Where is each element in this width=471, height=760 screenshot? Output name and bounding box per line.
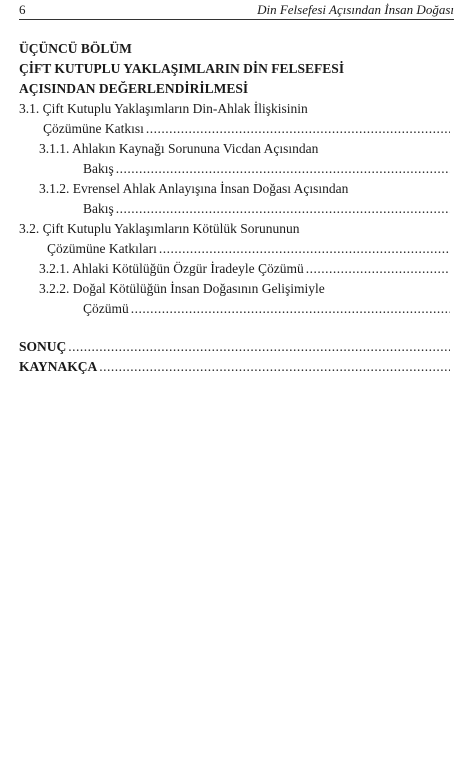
toc-entry-bibliography[interactable] [19,357,450,376]
toc-entry-text: Bakış [83,201,114,216]
toc-entry-text: KAYNAKÇA [19,359,98,374]
toc-entry-text: Çözümüne Katkısı [43,121,144,136]
toc-entry-3-1-2-line-1[interactable] [39,179,348,198]
running-title: Din Felsefesi Açısından İnsan Doğası [257,2,454,17]
part-heading: ÜÇÜNCÜ BÖLÜM [19,41,132,56]
toc-entry-text: SONUÇ [19,339,67,354]
part-title-line-1: ÇİFT KUTUPLU YAKLAŞIMLARIN DİN FELSEFESİ [19,61,345,76]
toc-entry-3-2-1[interactable] [39,259,450,278]
running-header [19,2,454,20]
toc-entry-text: Çözümü [83,301,129,316]
toc-entry-text: 3.1.2. Evrensel Ahlak Anlayışına İnsan Doğası Açısından [39,181,349,196]
toc-entry-3-2-2-line-1[interactable] [39,279,325,298]
toc-entry-text: Çözümüne Katkıları [47,241,157,256]
toc-entry-conclusion[interactable] [19,337,450,356]
toc-entry-3-1-1-line-1[interactable] [39,139,318,158]
toc-entry-3-2-line-2[interactable] [47,239,450,258]
toc-entry-text: 3.1.1. Ahlakın Kaynağı Sorununa Vicdan Açısından [39,141,319,156]
page-number: 6 [19,2,26,17]
dot-leader [306,259,450,278]
dot-leader [146,119,450,138]
dot-leader [116,159,450,178]
toc-entry-3-2-line-1[interactable] [19,219,300,238]
toc-entry-3-1-2-line-2[interactable] [83,199,450,218]
dot-leader [116,199,450,218]
toc-entry-text: 3.2.2. Doğal Kötülüğün İnsan Doğasının Gelişimiyle [39,281,325,296]
toc-entry-3-1-1-line-2[interactable] [83,159,450,178]
toc-entry-3-2-2-line-2[interactable] [83,299,450,318]
toc-entry-3-1-line-1[interactable] [19,99,308,118]
toc-entry-3-1-line-2[interactable] [43,119,450,138]
dot-leader [99,357,450,376]
dot-leader [159,239,450,258]
toc-entry-text: 3.2. Çift Kutuplu Yaklaşımların Kötülük Sorununun [19,221,300,236]
dot-leader [131,299,450,318]
toc-entry-text: 3.2.1. Ahlaki Kötülüğün Özgür İradeyle Çözümü [39,261,304,276]
dot-leader [68,337,450,356]
part-title-line-2: AÇISINDAN DEĞERLENDİRİLMESİ [19,81,249,96]
toc-entry-text: Bakış [83,161,114,176]
toc-entry-text: 3.1. Çift Kutuplu Yaklaşımların Din-Ahlak İlişkisinin [19,101,308,116]
